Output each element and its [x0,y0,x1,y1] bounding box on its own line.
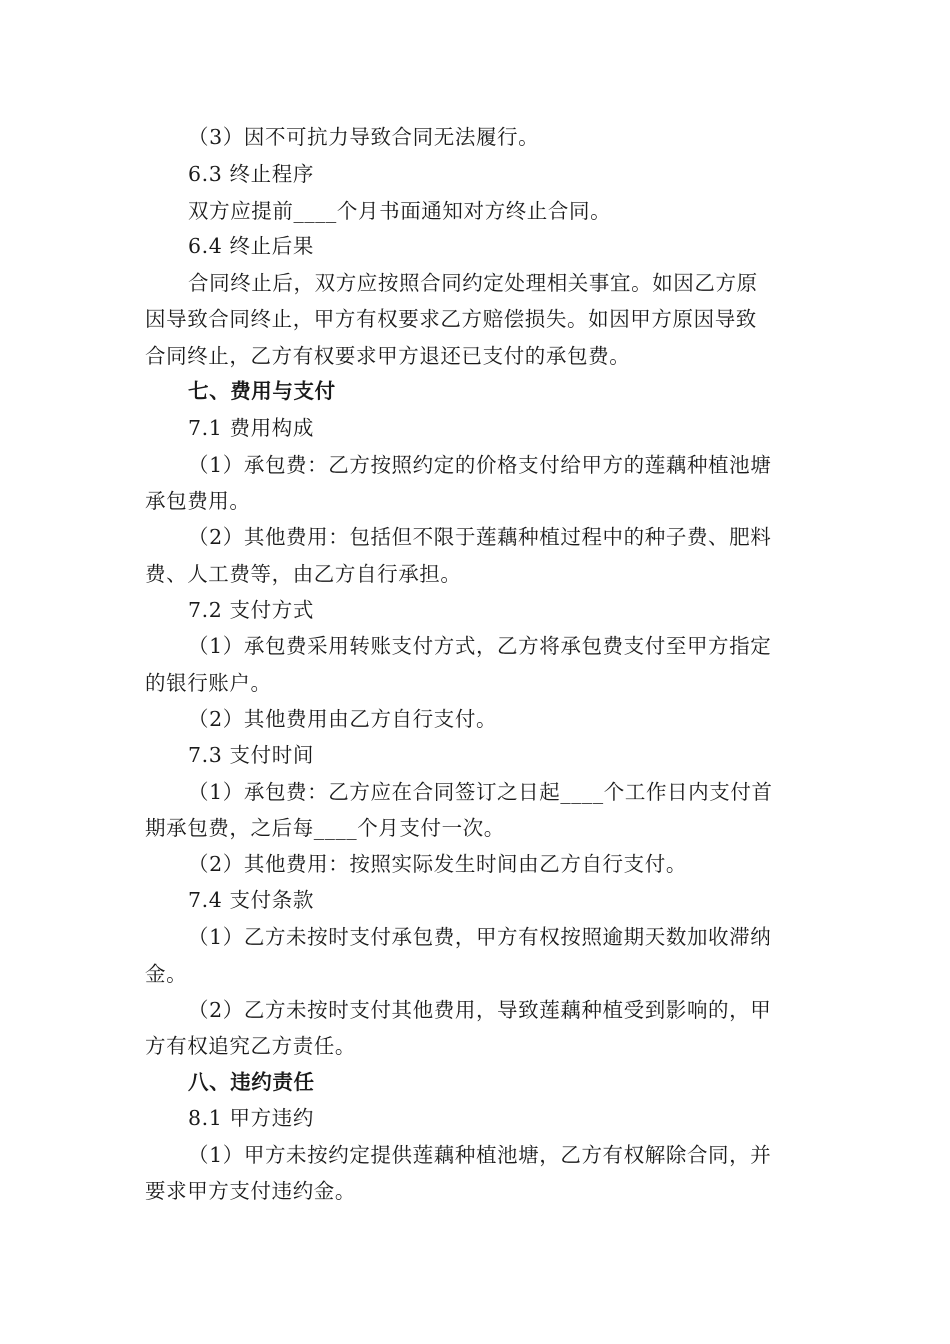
paragraph-line: （3）因不可抗力导致合同无法履行。 [188,125,540,149]
section-heading-8-1: 8.1 甲方违约 [188,1106,314,1130]
paragraph-line: （1）承包费采用转账支付方式，乙方将承包费支付至甲方指定 [188,634,772,658]
paragraph-line: 期承包费，之后每____个月支付一次。 [145,816,505,840]
paragraph-line: 要求甲方支付违约金。 [145,1179,356,1203]
paragraph-line: （1）承包费：乙方按照约定的价格支付给甲方的莲藕种植池塘 [188,453,772,477]
paragraph-line: 金。 [145,962,188,986]
paragraph-line: 双方应提前____个月书面通知对方终止合同。 [188,199,612,223]
paragraph-line: （1）甲方未按约定提供莲藕种植池塘，乙方有权解除合同，并 [188,1143,772,1167]
chapter-heading-7: 七、费用与支付 [188,379,336,403]
paragraph-line: 费、人工费等，由乙方自行承担。 [145,562,462,586]
section-heading-7-3: 7.3 支付时间 [188,743,314,767]
paragraph-line: 合同终止，乙方有权要求甲方退还已支付的承包费。 [145,344,631,368]
paragraph-line: （2）乙方未按时支付其他费用，导致莲藕种植受到影响的，甲 [188,998,772,1022]
paragraph-line: 承包费用。 [145,489,251,513]
paragraph-line: 合同终止后，双方应按照合同约定处理相关事宜。如因乙方原 [188,271,758,295]
section-heading-6-4: 6.4 终止后果 [188,234,314,258]
section-heading-7-2: 7.2 支付方式 [188,598,314,622]
paragraph-line: 方有权追究乙方责任。 [145,1034,356,1058]
section-heading-7-4: 7.4 支付条款 [188,888,314,912]
paragraph-line: （2）其他费用由乙方自行支付。 [188,707,498,731]
paragraph-line: （2）其他费用：包括但不限于莲藕种植过程中的种子费、肥料 [188,525,772,549]
paragraph-line: 的银行账户。 [145,671,272,695]
chapter-heading-8: 八、违约责任 [188,1070,315,1094]
paragraph-line: （2）其他费用：按照实际发生时间由乙方自行支付。 [188,852,687,876]
paragraph-line: 因导致合同终止，甲方有权要求乙方赔偿损失。如因甲方原因导致 [145,307,757,331]
paragraph-line: （1）承包费：乙方应在合同签订之日起____个工作日内支付首 [188,780,773,804]
section-heading-6-3: 6.3 终止程序 [188,162,314,186]
section-heading-7-1: 7.1 费用构成 [188,416,314,440]
paragraph-line: （1）乙方未按时支付承包费，甲方有权按照逾期天数加收滞纳 [188,925,772,949]
